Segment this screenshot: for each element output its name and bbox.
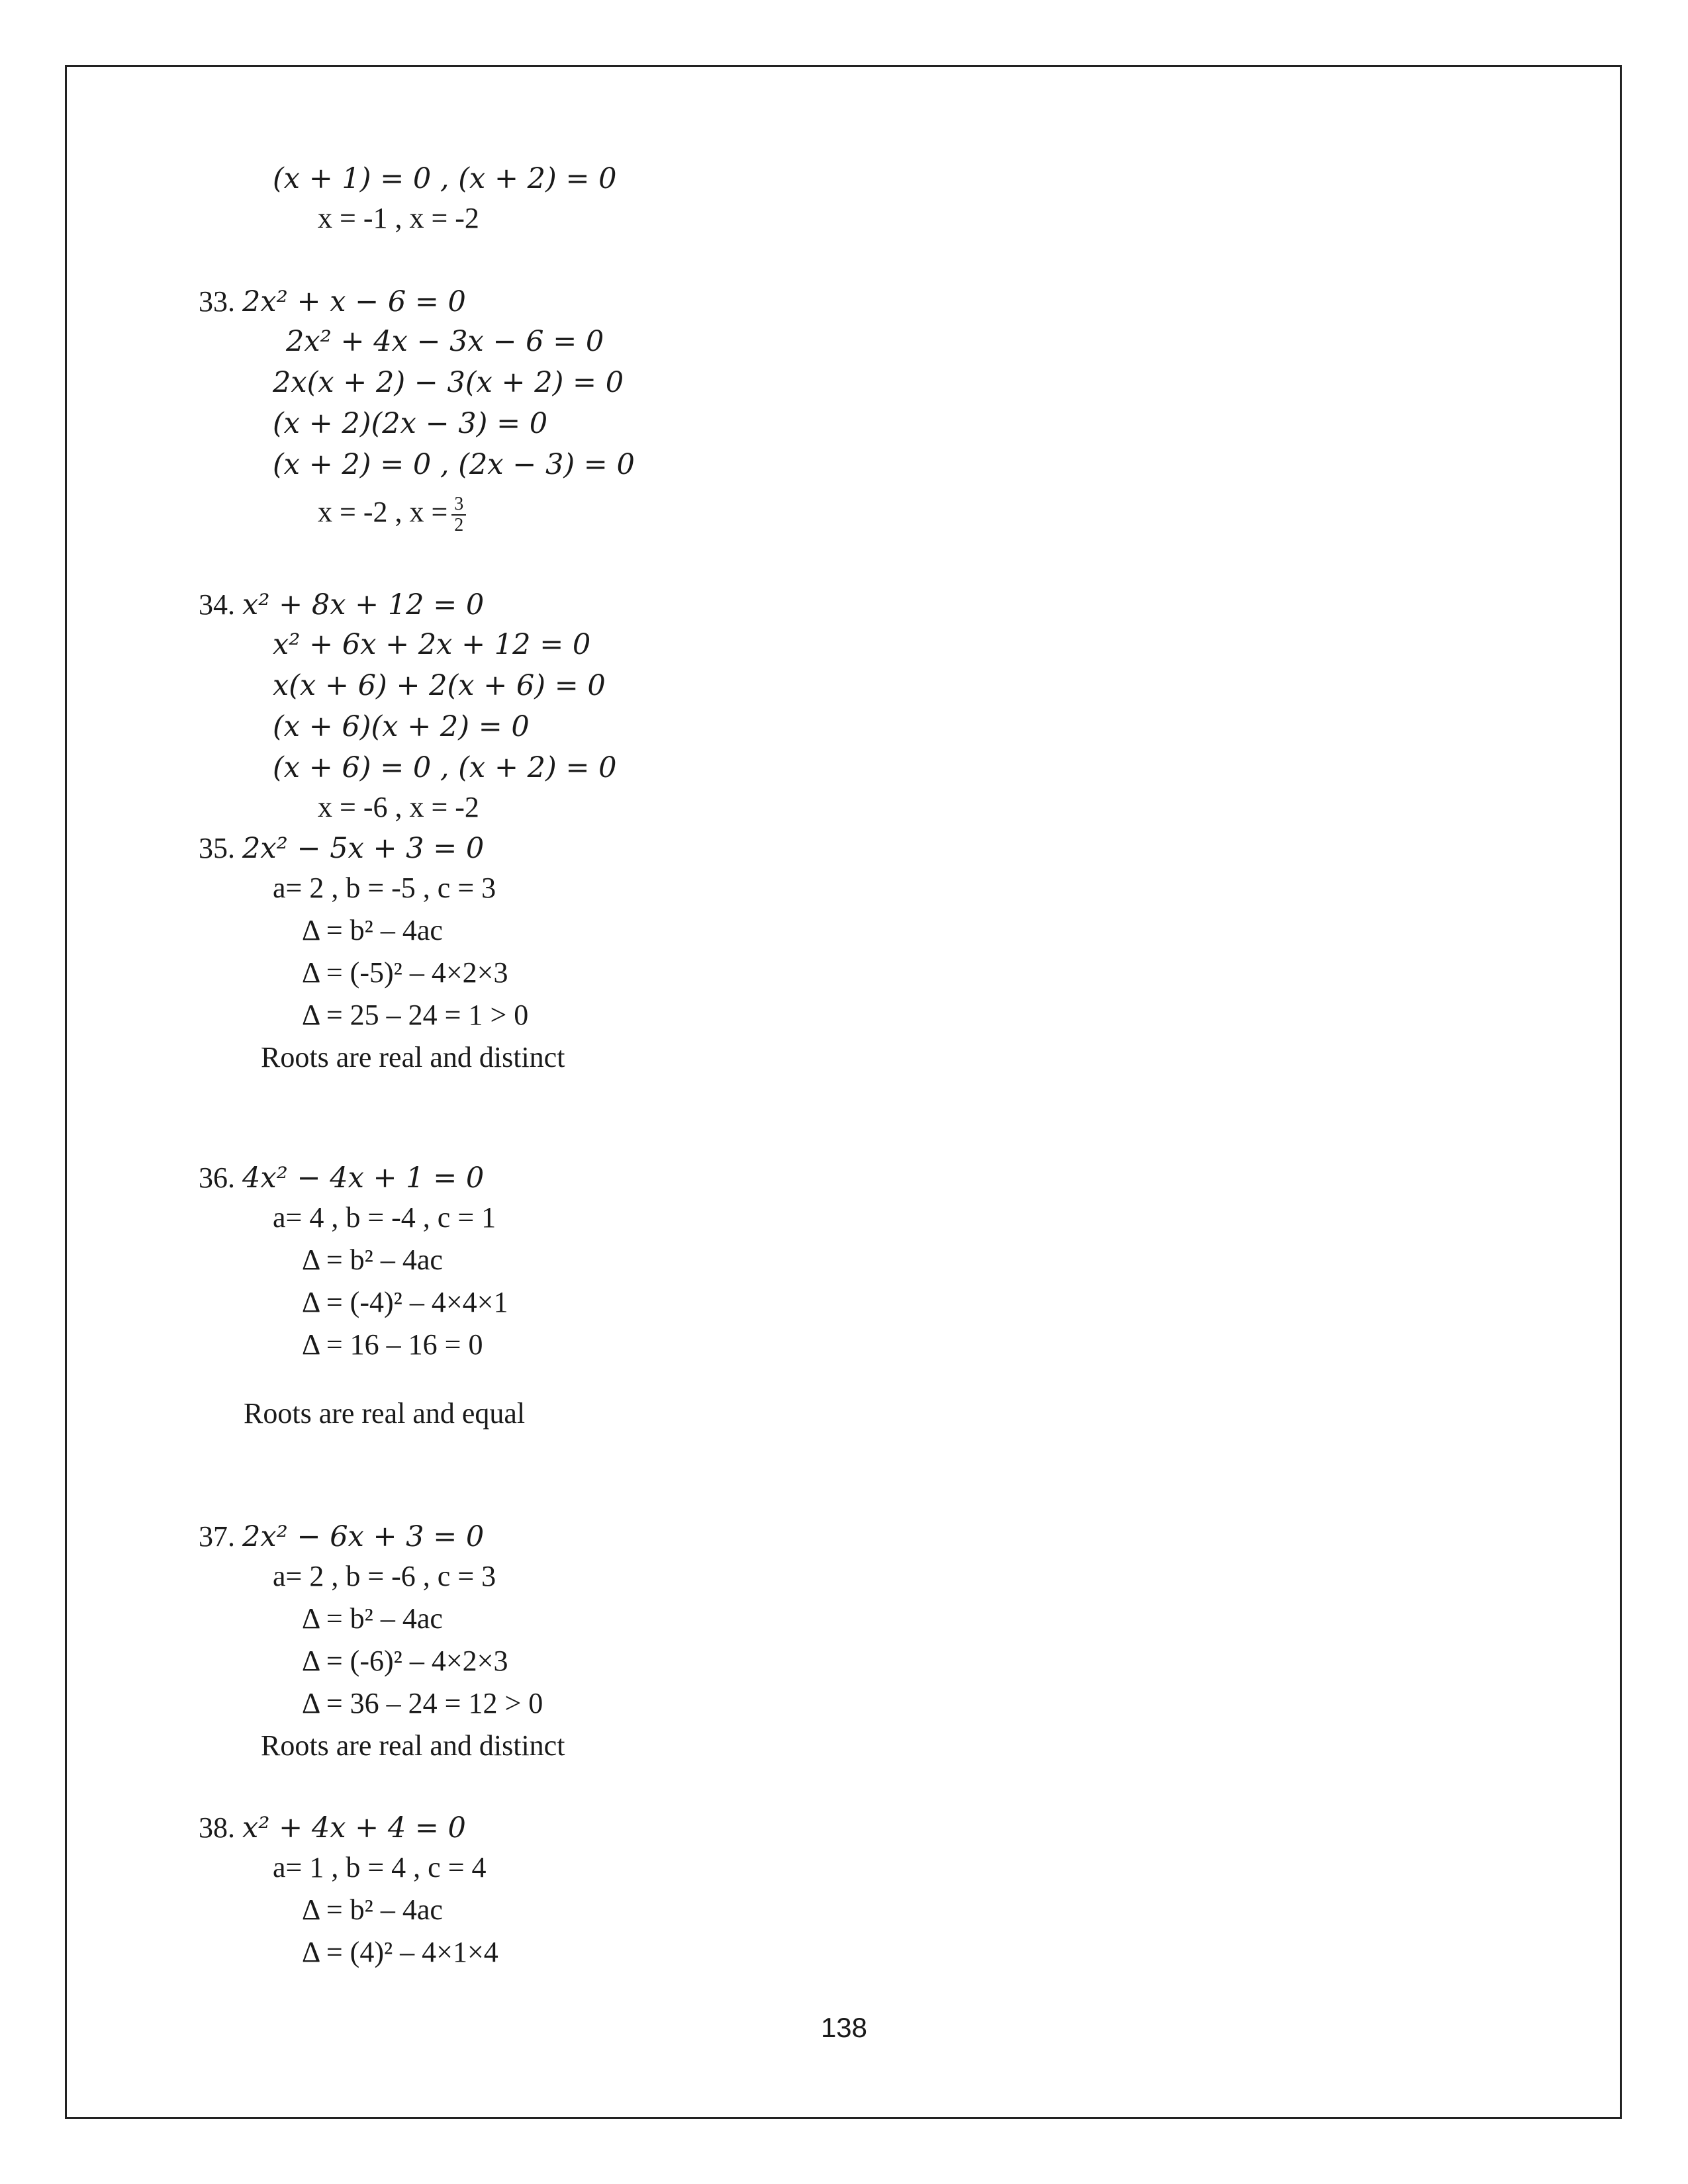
- q35-discriminant-value: Δ = 25 – 24 = 1 > 0: [302, 999, 529, 1031]
- question-equation: 4x² − 4x + 1 = 0: [242, 1161, 485, 1195]
- q36-discriminant-value: Δ = 16 – 16 = 0: [302, 1328, 483, 1361]
- question-number: 33.: [199, 285, 235, 318]
- q34-step-1: x² + 6x + 2x + 12 = 0: [273, 628, 591, 661]
- q34-step-3: (x + 6)(x + 2) = 0: [273, 710, 530, 743]
- q35-conclusion: Roots are real and distinct: [261, 1041, 565, 1073]
- q38-discriminant-formula: Δ = b² – 4ac: [302, 1893, 443, 1926]
- fraction-numerator: 3: [451, 494, 466, 516]
- q37-discriminant-value: Δ = 36 – 24 = 12 > 0: [302, 1687, 543, 1719]
- q36-discriminant-formula: Δ = b² – 4ac: [302, 1244, 443, 1276]
- q37-coefficients: a= 2 , b = -6 , c = 3: [273, 1560, 496, 1592]
- q38-discriminant-substitution: Δ = (4)² – 4×1×4: [302, 1936, 498, 1968]
- page-number: 138: [820, 2012, 868, 2043]
- question-equation: 2x² − 5x + 3 = 0: [242, 832, 485, 865]
- question-35: [199, 830, 484, 867]
- question-number: 37.: [199, 1520, 235, 1553]
- q36-conclusion: Roots are real and equal: [244, 1397, 526, 1430]
- q33-step-2: 2x(x + 2) − 3(x + 2) = 0: [273, 366, 624, 399]
- q34-step-4: (x + 6) = 0 , (x + 2) = 0: [273, 751, 617, 784]
- q33-step-1: 2x² + 4x − 3x − 6 = 0: [286, 325, 604, 358]
- question-equation: x² + 8x + 12 = 0: [242, 588, 485, 621]
- fraction: [451, 494, 466, 535]
- q33-roots: [318, 494, 466, 535]
- q35-discriminant-formula: Δ = b² – 4ac: [302, 914, 443, 946]
- top-roots-line: x = -1 , x = -2: [318, 202, 479, 234]
- q33-step-4: (x + 2) = 0 , (2x − 3) = 0: [273, 448, 635, 481]
- question-number: 38.: [199, 1811, 235, 1844]
- q34-step-2: x(x + 6) + 2(x + 6) = 0: [273, 669, 606, 702]
- q33-step-3: (x + 2)(2x − 3) = 0: [273, 407, 548, 440]
- question-equation: 2x² − 6x + 3 = 0: [242, 1520, 485, 1553]
- q37-discriminant-formula: Δ = b² – 4ac: [302, 1602, 443, 1635]
- q37-discriminant-substitution: Δ = (-6)² – 4×2×3: [302, 1645, 508, 1677]
- question-38: [199, 1809, 466, 1846]
- q36-discriminant-substitution: Δ = (-4)² – 4×4×1: [302, 1286, 508, 1318]
- question-number: 35.: [199, 832, 235, 864]
- q37-conclusion: Roots are real and distinct: [261, 1729, 565, 1762]
- question-number: 34.: [199, 588, 235, 621]
- q33-roots-prefix: x = -2 , x =: [318, 496, 448, 528]
- question-34: [199, 586, 484, 623]
- question-37: [199, 1518, 484, 1555]
- q35-coefficients: a= 2 , b = -5 , c = 3: [273, 872, 496, 904]
- q38-coefficients: a= 1 , b = 4 , c = 4: [273, 1851, 487, 1884]
- fraction-denominator: 2: [454, 514, 464, 535]
- top-factor-line: (x + 1) = 0 , (x + 2) = 0: [273, 162, 617, 195]
- q34-roots: x = -6 , x = -2: [318, 791, 479, 823]
- question-number: 36.: [199, 1161, 235, 1194]
- q36-coefficients: a= 4 , b = -4 , c = 1: [273, 1201, 496, 1234]
- question-36: [199, 1160, 484, 1197]
- q35-discriminant-substitution: Δ = (-5)² – 4×2×3: [302, 956, 508, 989]
- question-equation: 2x² + x − 6 = 0: [242, 285, 466, 318]
- question-33: [199, 283, 466, 320]
- question-equation: x² + 4x + 4 = 0: [242, 1811, 466, 1844]
